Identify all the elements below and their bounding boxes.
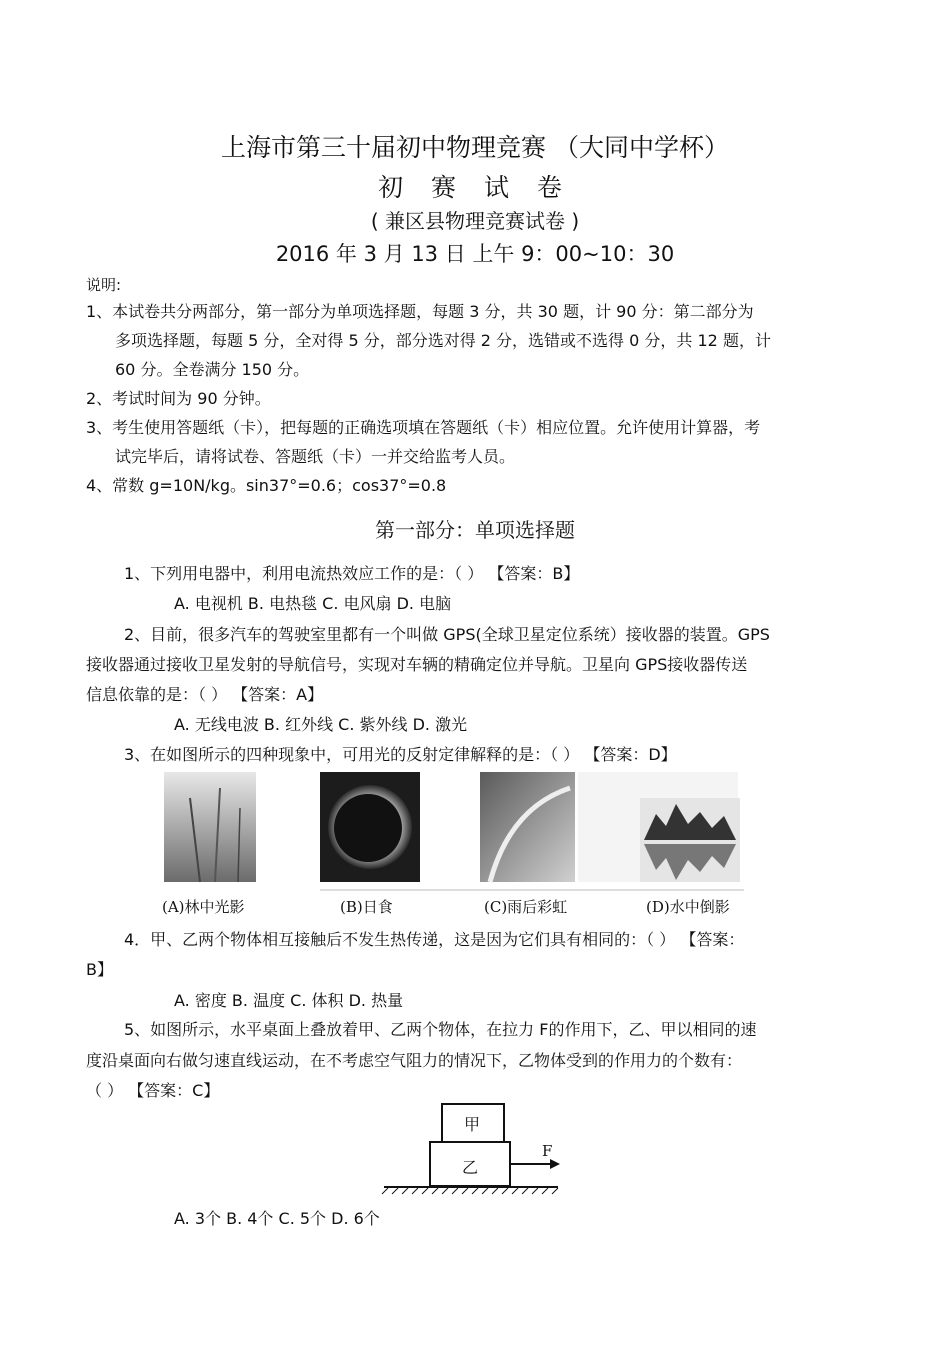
instruction-1-line3: 60 分。全卷满分 150 分。 [115, 360, 310, 379]
caption-d: (D)水中倒影 [646, 898, 730, 916]
question-5-line3: （ ） 【答案：C】 [86, 1081, 220, 1100]
exam-note: ( 兼区县物理竞赛试卷 ) [370, 209, 580, 233]
question-5-line1: 5、如图所示，水平桌面上叠放着甲、乙两个物体，在拉力 F的作用下，乙、甲以相同的速 [124, 1020, 757, 1039]
question-2-line1: 2、目前，很多汽车的驾驶室里都有一个叫做 GPS(全球卫星定位系统）接收器的装置。GPS [124, 625, 770, 644]
label-yi: 乙 [462, 1158, 479, 1177]
caption-b: (B)日食 [340, 898, 393, 916]
question-2-line3: 信息依靠的是：（ ） 【答案：A】 [86, 685, 324, 704]
question-5-line2: 度沿桌面向右做匀速直线运动，在不考虑空气阻力的情况下，乙物体受到的作用力的个数有： [86, 1051, 743, 1070]
q5-figure [380, 1100, 570, 1195]
q3-figure [160, 768, 744, 918]
exam-subtitle: 初 赛 试 卷 [378, 173, 572, 202]
question-1-options: A. 电视机 B. 电热毯 C. 电风扇 D. 电脑 [174, 594, 452, 613]
forest-image [164, 772, 256, 882]
question-3: 3、在如图所示的四种现象中，可用光的反射定律解释的是：（ ） 【答案：D】 [124, 745, 677, 764]
question-4-line1: 4．甲、乙两个物体相互接触后不发生热传递，这是因为它们具有相同的：（ ） 【答案： [124, 930, 745, 949]
instruction-1-line2: 多项选择题，每题 5 分，全对得 5 分，部分选对得 2 分，选错或不选得 0 分，共 12 题，计 [115, 331, 771, 350]
instructions-heading: 说明: [86, 276, 122, 294]
instruction-3-line1: 3、考生使用答题纸（卡），把每题的正确选项填在答题纸（卡）相应位置。允许使用计算器，考 [86, 418, 761, 437]
exam-datetime: 2016 年 3 月 13 日 上午 9：00~10：30 [275, 242, 675, 266]
section-title: 第一部分：单项选择题 [375, 518, 575, 542]
question-2-line2: 接收器通过接收卫星发射的导航信号，实现对车辆的精确定位并导航。卫星向 GPS接收器传送 [86, 655, 748, 674]
exam-title: 上海市第三十届初中物理竞赛 （大同中学杯） [221, 133, 729, 162]
question-4-line2: B】 [86, 960, 113, 979]
question-4-options: A. 密度 B. 温度 C. 体积 D. 热量 [174, 991, 404, 1010]
question-5-options: A. 3个 B. 4个 C. 5个 D. 6个 [174, 1209, 380, 1228]
question-2-options: A. 无线电波 B. 红外线 C. 紫外线 D. 激光 [174, 715, 468, 734]
question-1: 1、下列用电器中，利用电流热效应工作的是：（ ） 【答案：B】 [124, 564, 580, 583]
instruction-4: 4、常数 g=10N/kg。sin37°=0.6；cos37°=0.8 [86, 476, 447, 495]
caption-a: (A)林中光影 [162, 898, 245, 916]
instruction-3-line2: 试完毕后，请将试卷、答题纸（卡）一并交给监考人员。 [115, 447, 516, 466]
label-jia: 甲 [464, 1115, 481, 1134]
instruction-1-line1: 1、本试卷共分两部分，第一部分为单项选择题，每题 3 分，共 30 题，计 90 分：第二部分为 [86, 302, 754, 321]
caption-c: (C)雨后彩虹 [484, 898, 568, 916]
instruction-2: 2、考试时间为 90 分钟。 [86, 389, 271, 408]
label-force: F [542, 1142, 553, 1160]
